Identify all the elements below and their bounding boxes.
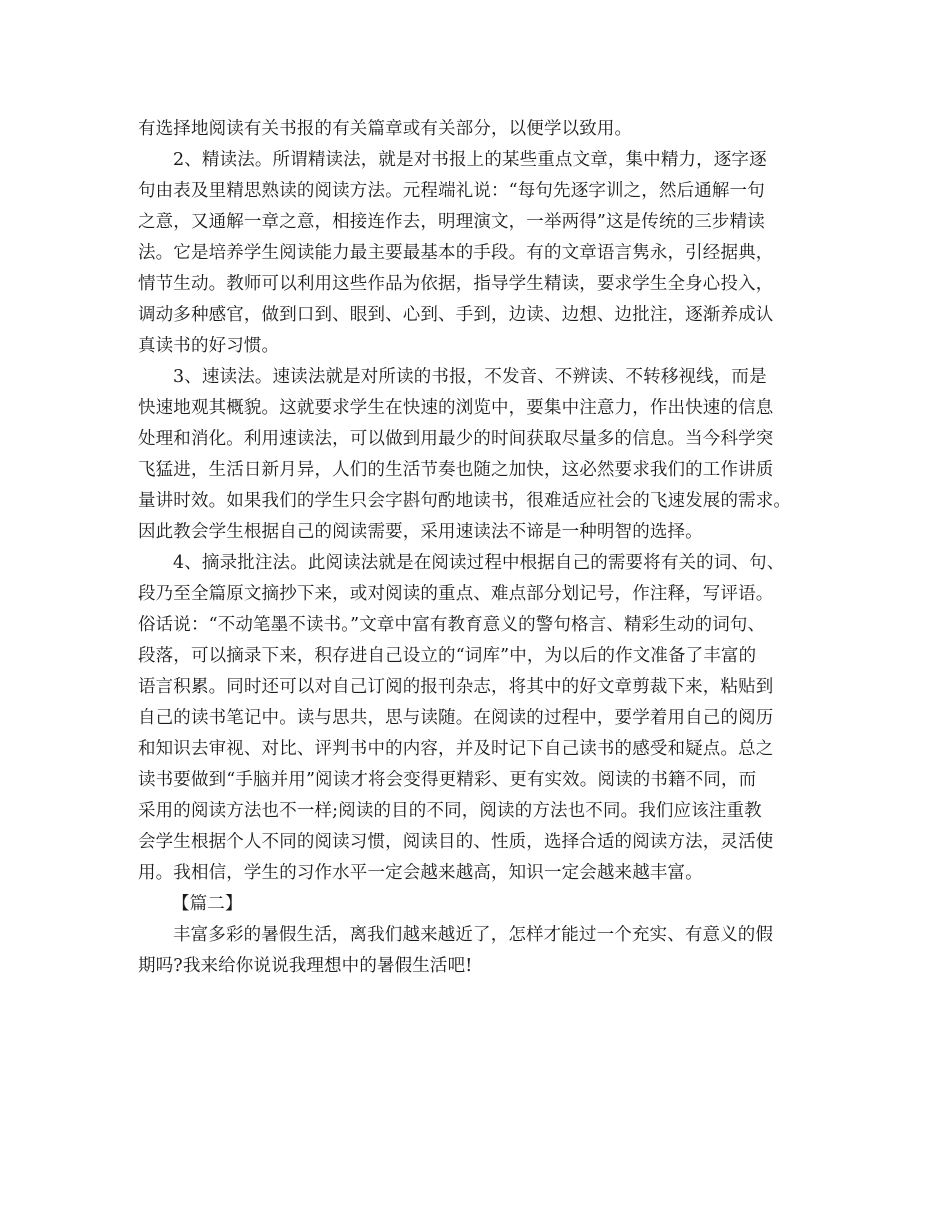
text-line: 会学生根据个人不同的阅读习惯，阅读目的、性质，选择合适的阅读方法，灵活使 <box>138 832 774 852</box>
section-heading: 【篇二】 <box>172 894 243 914</box>
text-line: 调动多种感官，做到口到、眼到、心到、手到，边读、边想、边批注，逐渐养成认 <box>138 305 774 325</box>
text-line: 和知识去审视、对比、评判书中的内容，并及时记下自己读书的感受和疑点。总之 <box>138 739 774 759</box>
text-line: 期吗?我来给你说说我理想中的暑假生活吧! <box>138 956 473 976</box>
text-line: 法。它是培养学生阅读能力最主要最基本的手段。有的文章语言隽永，引经据典， <box>138 243 774 263</box>
paragraph-start-line: 3、速读法。速读法就是对所读的书报，不发音、不辨读、不转移视线，而是 <box>173 367 767 387</box>
text-line: 句由表及里精思熟读的阅读方法。元程端礼说：“每句先逐字训之，然后通解一句 <box>138 181 765 201</box>
text-line: 读书要做到“手脑并用”阅读才将会变得更精彩、更有实效。阅读的书籍不同，而 <box>138 770 757 790</box>
text-line: 俗话说：“不动笔墨不读书。”文章中富有教育意义的警句格言、精彩生动的词句、 <box>138 615 766 635</box>
text-line: 快速地观其概貌。这就要求学生在快速的浏览中，要集中注意力，作出快速的信息 <box>138 398 774 418</box>
text-line: 处理和消化。利用速读法，可以做到用最少的时间获取尽量多的信息。当今科学突 <box>138 429 774 449</box>
text-line: 飞猛进，生活日新月异，人们的生活节奏也随之加快，这必然要求我们的工作讲质 <box>138 460 774 480</box>
paragraph-start-line: 丰富多彩的暑假生活，离我们越来越近了，怎样才能过一个充实、有意义的假 <box>173 925 774 945</box>
text-line: 真读书的好习惯。 <box>138 336 280 356</box>
text-line: 情节生动。教师可以利用这些作品为依据，指导学生精读，要求学生全身心投入， <box>138 274 774 294</box>
text-line: 有选择地阅读有关书报的有关篇章或有关部分，以便学以致用。 <box>138 119 633 139</box>
text-line: 因此教会学生根据自己的阅读需要，采用速读法不谛是一种明智的选择。 <box>138 522 703 542</box>
text-line: 采用的阅读方法也不一样;阅读的目的不同，阅读的方法也不同。我们应该注重教 <box>138 801 762 821</box>
text-line: 之意，又通解一章之意，相接连作去，明理演文，一举两得”这是传统的三步精读 <box>138 212 765 232</box>
text-line: 用。我相信，学生的习作水平一定会越来越高，知识一定会越来越丰富。 <box>138 863 703 883</box>
paragraph-start-line: 2、精读法。所谓精读法，就是对书报上的某些重点文章，集中精力，逐字逐 <box>173 150 767 170</box>
text-line: 量讲时效。如果我们的学生只会字斟句酌地读书，很难适应社会的飞速发展的需求。 <box>138 491 792 511</box>
text-line: 段落，可以摘录下来，积存进自己设立的“词库”中，为以后的作文准备了丰富的 <box>138 646 757 666</box>
document-body <box>138 114 828 982</box>
text-line: 语言积累。同时还可以对自己订阅的报刊杂志，将其中的好文章剪裁下来，粘贴到 <box>138 677 774 697</box>
text-line: 段乃至全篇原文摘抄下来，或对阅读的重点、难点部分划记号，作注释，写评语。 <box>138 584 774 604</box>
text-line: 自己的读书笔记中。读与思共，思与读随。在阅读的过程中，要学着用自己的阅历 <box>138 708 774 728</box>
paragraph-start-line: 4、摘录批注法。此阅读法就是在阅读过程中根据自己的需要将有关的词、句、 <box>173 553 785 573</box>
